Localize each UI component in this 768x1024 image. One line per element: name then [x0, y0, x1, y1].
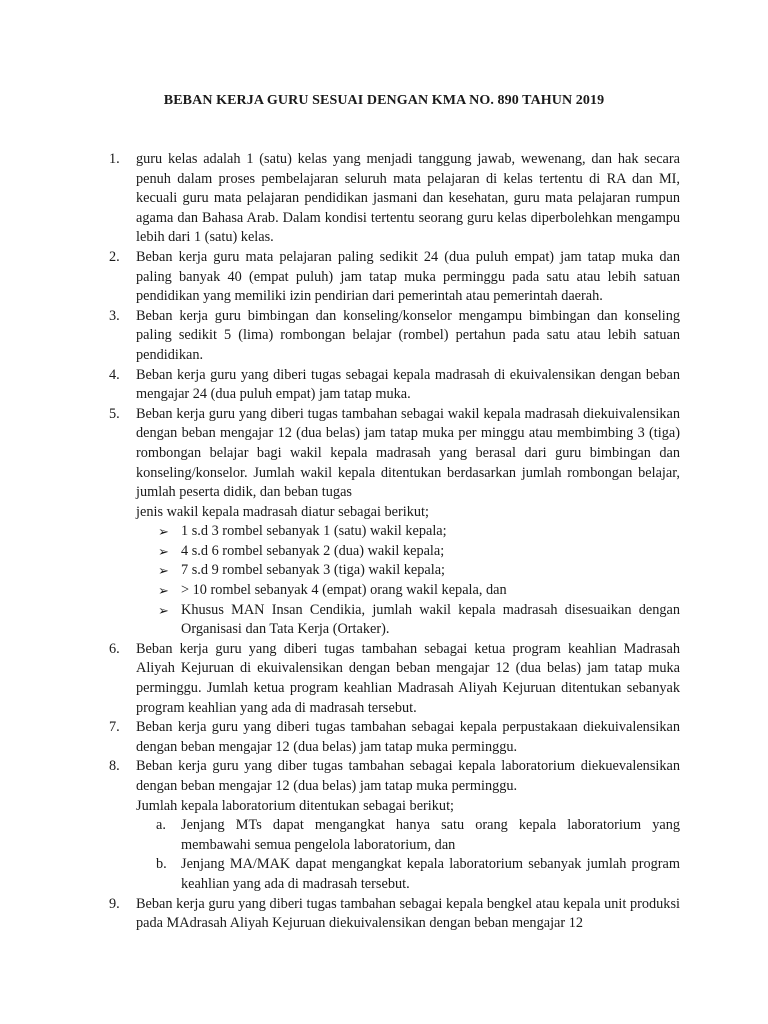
item-number: 1.	[109, 151, 120, 167]
list-item	[109, 640, 680, 718]
alpha-letter: a.	[156, 817, 166, 834]
item-number: 7.	[109, 719, 120, 736]
item-number: 4.	[109, 366, 120, 383]
arrow-bullet-icon: ➢	[158, 524, 169, 540]
item-text: Beban kerja guru bimbingan dan konseling/konselor mengampu bimbingan dan konseling paling sedikit 5 (lima) rombongan belajar (rombel) pertahun pada satu atau lebih satuan pendidikan.	[136, 307, 680, 363]
item-text: guru kelas adalah 1 (satu) kelas yang menjadi tanggung jawab, wewenang, dan hak secara penuh dalam proses pembelajaran seluruh mata pelajaran di kelas tertentu di RA dan MI, kecuali guru mata pelajaran pendidikan jasmani dan kesehatan, guru mata pelajaran rumpun agama dan Bahasa Arab. Dalam kondisi tertentu seorang guru kelas diperbolehkan mengampu lebih dari 1 (satu) kelas.	[136, 151, 680, 246]
item-number: 3.	[109, 307, 120, 324]
item-text: Beban kerja guru mata pelajaran paling sedikit 24 (dua puluh empat) jam tatap muka dan paling banyak 40 (empat puluh) jam tatap muka perminggu pada satu atau lebih satuan pendidikan yang memiliki izin pendirian dari pemerintah atau pemerintah daerah.	[136, 248, 680, 305]
item-text: Beban kerja guru yang diberi tugas tambahan sebagai wakil kepala madrasah diekuivalensikan dengan beban mengajar 12 (dua belas) jam tatap muka per minggu atau membimbing 3 (tiga) rombongan belajar bagi wakil kepala madrasah yang berasal dari guru bimbingan dan konseling/konselor. Jumlah wakil kepala ditentukan berdasarkan jumlah rombongan belajar, jumlah peserta didik, dan beban tugas	[136, 405, 680, 501]
bullet-text: 7 s.d 9 rombel sebanyak 3 (tiga) wakil kepala;	[181, 562, 446, 579]
list-item	[109, 718, 680, 757]
item-continuation: Jumlah kepala laboratorium ditentukan sebagai berikut;	[136, 797, 455, 814]
item-number: 5.	[109, 405, 120, 422]
document-title: BEBAN KERJA GURU SESUAI DENGAN KMA NO. 890 TAHUN 2019	[163, 93, 605, 108]
arrow-bullet-icon: ➢	[158, 583, 169, 599]
item-text: Beban kerja guru yang diber tugas tambahan sebagai kepala laboratorium diekuevalensikan dengan beban mengajar 12 (dua belas) jam tatap muka perminggu.	[136, 758, 680, 794]
bullet-item	[136, 542, 680, 562]
bullet-item	[136, 581, 680, 601]
alpha-text: Jenjang MTs dapat mengangkat hanya satu orang kepala laboratorium yang membawahi semua pengelola laboratorium, dan	[181, 817, 680, 853]
item-number: 2.	[109, 248, 120, 265]
list-item	[109, 248, 680, 307]
item-number: 8.	[109, 758, 120, 775]
bullet-text: 1 s.d 3 rombel sebanyak 1 (satu) wakil kepala;	[181, 523, 447, 540]
item-text: Beban kerja guru yang diberi tugas tambahan sebagai kepala bengkel atau kepala unit produksi pada MAdrasah Aliyah Kejuruan diekuivalensikan dengan beban mengajar 12	[136, 895, 680, 932]
lab-alpha-list	[136, 816, 680, 894]
bullet-text: Khusus MAN Insan Cendikia, jumlah wakil kepala madrasah disesuaikan dengan Organisasi dan Tata Kerja (Ortaker).	[181, 601, 680, 638]
arrow-bullet-icon: ➢	[158, 563, 169, 579]
item-text: Beban kerja guru yang diberi tugas tambahan sebagai kepala perpustakaan diekuivalensikan dengan beban mengajar 12 (dua belas) jam tatap muka perminggu.	[136, 719, 680, 755]
list-item	[109, 150, 680, 248]
item-text: Beban kerja guru yang diberi tugas sebagai kepala madrasah di ekuivalensikan dengan beban mengajar 24 (dua puluh empat) jam tatap muka.	[136, 366, 680, 403]
bullet-item	[136, 561, 680, 581]
alpha-item	[136, 855, 680, 894]
list-item	[109, 895, 680, 934]
list-item	[109, 366, 680, 405]
arrow-bullet-icon: ➢	[158, 543, 169, 559]
alpha-text: Jenjang MA/MAK dapat mengangkat kepala laboratorium sebanyak jumlah program keahlian yang ada di madrasah tersebut.	[181, 856, 680, 892]
list-item	[109, 757, 680, 894]
rombel-bullet-list	[136, 522, 680, 640]
workload-list	[0, 150, 680, 934]
bullet-item	[136, 601, 680, 640]
list-item	[109, 405, 680, 640]
item-text: Beban kerja guru yang diberi tugas tambahan sebagai ketua program keahlian Madrasah Aliyah Kejuruan di ekuivalensikan dengan beban mengajar 12 (dua belas) jam tatap muka perminggu. Jumlah ketua program keahlian Madrasah Aliyah Kejuruan ditentukan sebanyak program keahlian yang ada di madrasah tersebut.	[136, 640, 680, 716]
item-number: 6.	[109, 640, 120, 657]
alpha-item	[136, 816, 680, 855]
alpha-letter: b.	[156, 856, 167, 873]
arrow-bullet-icon: ➢	[158, 602, 169, 618]
list-item	[109, 307, 680, 366]
bullet-text: > 10 rombel sebanyak 4 (empat) orang wakil kepala, dan	[181, 582, 507, 599]
item-continuation: jenis wakil kepala madrasah diatur sebagai berikut;	[136, 503, 429, 520]
bullet-text: 4 s.d 6 rombel sebanyak 2 (dua) wakil kepala;	[181, 542, 445, 559]
item-number: 9.	[109, 895, 120, 912]
bullet-item	[136, 522, 680, 542]
